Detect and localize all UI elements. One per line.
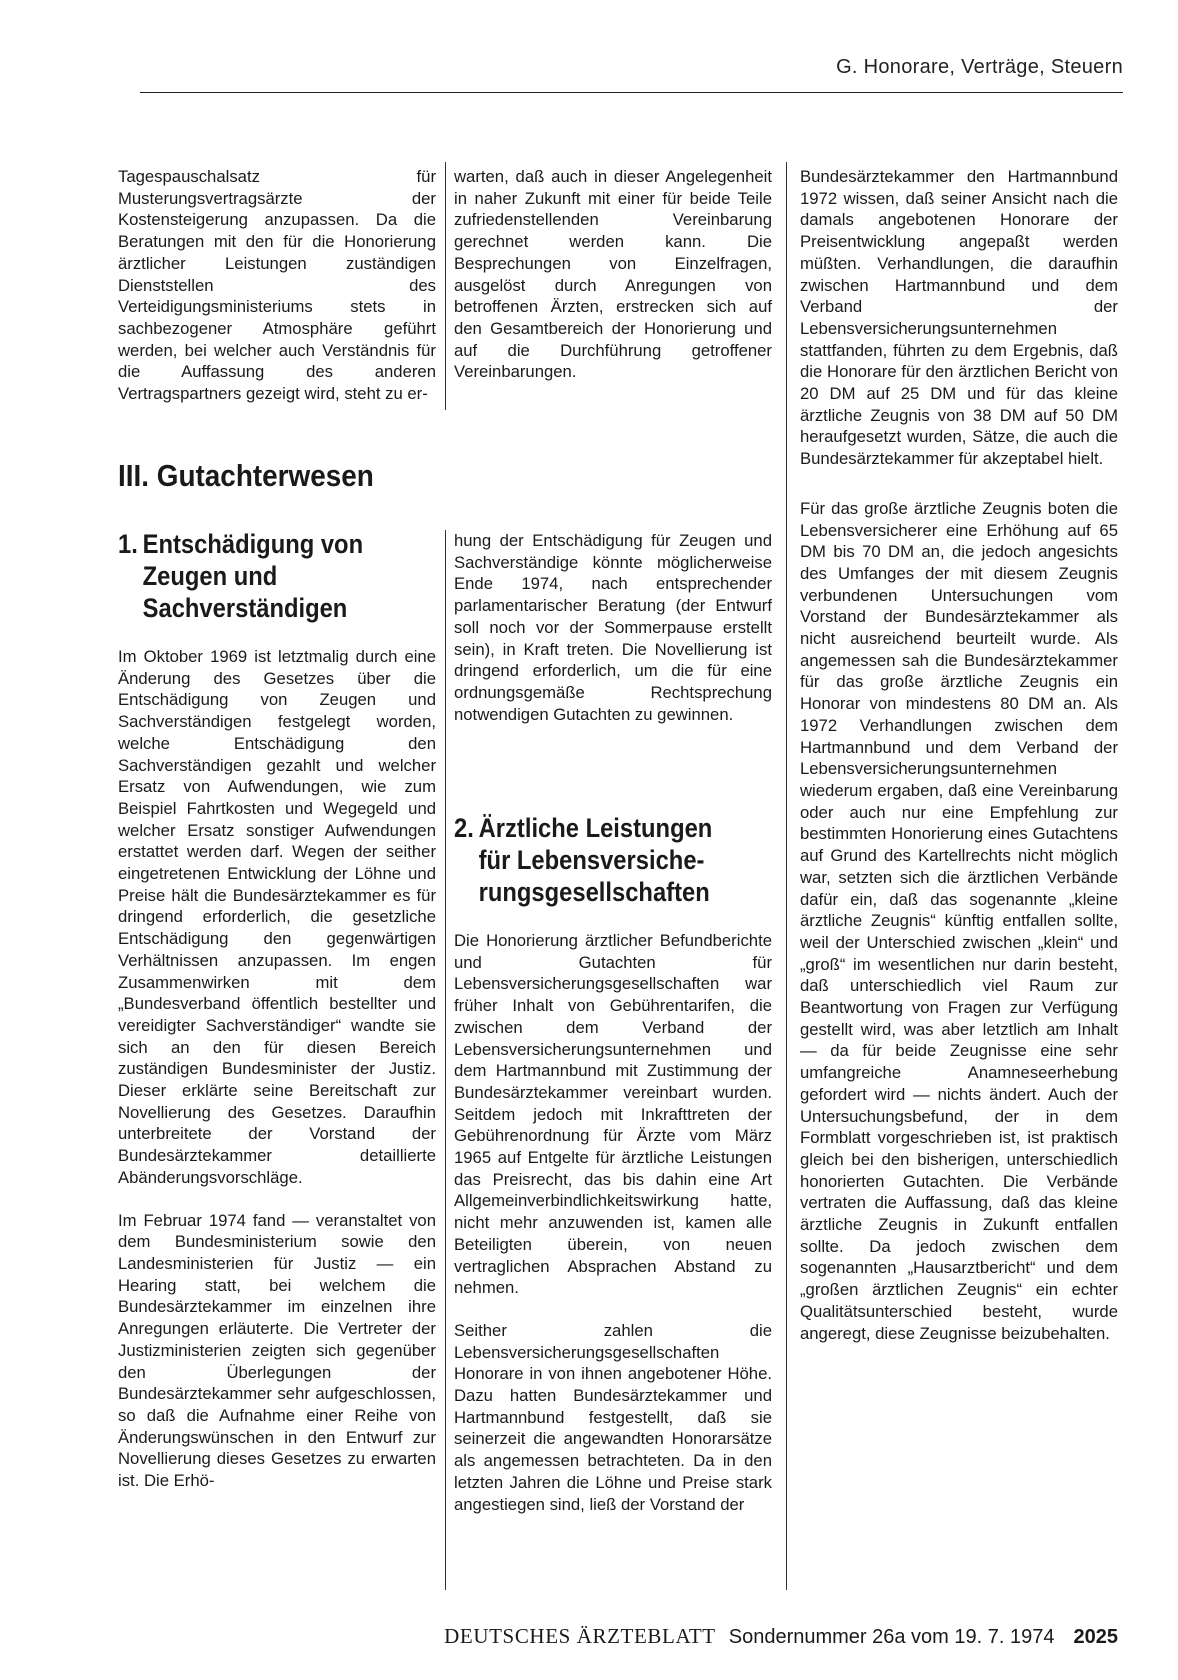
paragraph-continuation-3: hung der Entschädigung für Zeugen und Sachverständige könnte möglicherweise Ende 1974, nach entsprechender parlamentarischer Beratung (der Entwurf soll noch vor der Sommerpause erstellt sein), in Kraft treten. Die Novellierung ist dringend erforderlich, um die für eine ordnungsgemäße Rechtsprechung notwendigen Gutachten zu gewinnen. xyxy=(454,531,772,724)
paragraph-continuation-1: Tagespauschalsatz für Musterungsvertragsärzte der Kostensteigerung anzupassen. Da die Beratungen mit den für die Honorierung ärztlicher Leistungen zuständigen Dienststellen des Verteidigungsministeriums stets in sachbezogener Atmosphäre geführt werden, bei welcher auch Verständnis für die Auffassung des anderen Vertragspartners gezeigt wird, steht zu er- xyxy=(118,167,436,404)
journal-title: DEUTSCHES ÄRZTEBLATT xyxy=(444,1624,716,1648)
section-1-title-part-2: Zeugen und xyxy=(142,561,278,591)
column-3-body xyxy=(800,166,1118,1344)
section-2-number: 2. xyxy=(454,813,474,843)
paragraph: Die Honorierung ärztlicher Befundberichte und Gutachten für Lebensversicherungsgesellschaften war früher Inhalt von Gebührentarifen, die zwischen dem Verband der Lebensversicherungsunternehmen und dem Hartmannbund mit Zustimmung der Bundesärztekammer vereinbart wurden. Seitdem jedoch mit Inkrafttreten der Gebührenordnung für Ärzte vom März 1965 auf Entgelte für ärztliche Leistungen das Preisrecht, das bis dahin eine Art Allgemeinverbindlichkeitswirkung hatte, nicht mehr anzuwenden ist, kamen alle Beteiligten überein, von neuen vertraglichen Absprachen Abstand zu nehmen. xyxy=(454,931,772,1298)
page-header xyxy=(140,52,1123,93)
page-footer xyxy=(444,1624,1118,1649)
section-1-title-part-1: Entschädigung von xyxy=(142,529,364,559)
section-1-title-part-3: Sachverständigen xyxy=(142,593,348,623)
column-2-body xyxy=(454,930,772,1515)
paragraph: Bundesärztekammer den Hartmannbund 1972 wissen, daß seiner Ansicht nach die damals angebotenen Honorare der Preisentwicklung angepaßt werden müßten. Verhandlungen, die daraufhin zwischen Hartmannbund und dem Verband der Lebensversicherungsunternehmen stattfanden, führten zu dem Ergebnis, daß die Honorare für den ärztlichen Bericht von 20 DM auf 25 DM und für das kleine ärztliche Zeugnis von 38 DM auf 50 DM heraufgesetzt wurden, Sätze, die auch die Bundesärztekammer für akzeptabel hielt. xyxy=(800,167,1118,469)
page-number: 2025 xyxy=(1073,1626,1118,1648)
section-1-number: 1. xyxy=(118,529,138,559)
running-head: G. Honorare, Verträge, Steuern xyxy=(836,56,1123,78)
column-rule-bottom-left xyxy=(445,530,446,1590)
paragraph: Im Oktober 1969 ist letztmalig durch eine Änderung des Gesetzes über die Entschädigung von Zeugen und Sachverständigen festgelegt worden, welche Entschädigung den Sachverständigen gezahlt und welcher Ersatz von Aufwendungen, wie zum Beispiel Fahrtkosten und Wegegeld und welcher Ersatz sonstiger Aufwendungen erstattet werden darf. Wegen der seither eingetretenen Entwicklung der Löhne und Preise hält die Bundesärztekammer es für dringend erforderlich, die gesetzliche Entschädigung den gegenwärtigen Verhältnissen anzupassen. Im engen Zusammenwirken mit dem „Bundesverband öffentlich bestellter und vereidigter Sachverständiger“ wandte sie sich an den für diesen Bereich zuständigen Bundesminister der Justiz. Dieser erklärte seine Bereitschaft zur Novellierung des Gesetzes. Daraufhin unterbreitete der Vorstand der Bundesärztekammer detaillierte Abänderungsvorschläge. xyxy=(118,647,436,1187)
section-2-title-part-3: rungsgesellschaften xyxy=(478,877,710,907)
section-1-line-1 xyxy=(118,528,408,560)
paragraph: Im Februar 1974 fand — veranstaltet von dem Bundesministerium sowie den Landesministerien für Justiz — ein Hearing statt, bei welchem die Bundesärztekammer im einzelnen ihre Anregungen erläuterte. Die Vertreter der Justizministerien zeigten sich gegenüber den Überlegungen der Bundesärztekammer sehr aufgeschlossen, so daß die Aufnahme einer Reihe von Änderungswünschen in den Entwurf zur Novellierung dieses Gesetzes zu erwarten ist. Die Erhö- xyxy=(118,1210,436,1491)
column-rule-top-left xyxy=(445,162,446,410)
section-2-title-part-2: für Lebensversiche- xyxy=(478,845,705,875)
column-2-top xyxy=(454,166,772,383)
section-2-heading xyxy=(454,812,753,908)
paragraph: Für das große ärztliche Zeugnis boten die Lebensversicherer eine Erhöhung auf 65 DM bis 70 DM an, die jedoch angesichts des Umfanges der mit diesem Zeugnis verbundenen Untersuchungen vom Vorstand der Bundesärztekammer als nicht ausreichend beurteilt wurde. Als angemessen sah die Bundesärztekammer für das große ärztliche Zeugnis ein Honorar von mindestens 80 DM an. Als 1972 Verhandlungen zwischen dem Hartmannbund und dem Verband der Lebensversicherungsunternehmen wiederum ergaben, daß eine Vereinbarung oder auch nur eine Empfehlung zur bestimmten Honorierung eines Gutachtens auf Grund des Kartellrechts nicht möglich war, setzten sich die ärztlichen Verbände dafür ein, daß das sogenannte „kleine ärztliche Zeugnis“ künftig entfallen sollte, weil der Unterschied zwischen „klein“ und „groß“ im wesentlichen nur darin besteht, daß unterschiedlich viel Raum zur Beantwortung von Fragen zur Verfügung gestellt wird, was aber letztlich am Inhalt — da für beide Zeugnisse eine sehr umfangreiche Anamneseerhebung gefordert wird — nichts ändert. Auch der Untersuchungsbefund, der in dem Formblatt vorgeschrieben ist, ist praktisch gleich bei den bisherigen, unterschiedlich honorierten Gutachten. Die Verbände vertraten die Auffassung, daß das kleine ärztliche Zeugnis in Zukunft entfallen sollte. Da jedoch zwischen dem sogenannten „Hausarztbericht“ und dem „großen ärztlichen Zeugnis“ ein echter Qualitätsunterschied besteht, wurde angeregt, diese Zeugnisse beizubehalten. xyxy=(800,498,1118,1343)
paragraph-continuation-2: warten, daß auch in dieser Angelegenheit in naher Zukunft mit einer für beide Teile zufriedenstellenden Vereinbarung gerechnet werden kann. Die Besprechungen von Einzelfragen, ausgelöst durch Anregungen von betroffenen Ärzten, erstrecken sich auf den Gesamtbereich der Honorierung und auf die Durchführung getroffener Vereinbarungen. xyxy=(454,167,772,382)
column-rule-right xyxy=(786,162,787,1590)
paragraph: Seither zahlen die Lebensversicherungsgesellschaften Honorare in von ihnen angebotener Höhe. Dazu hatten Bundesärztekammer und Hartmannbund festgestellt, daß sie seinerzeit die angewandten Honorarsätze als angemessen betrachteten. Da in den letzten Jahren die Löhne und Preise stark angestiegen sind, ließ der Vorstand der xyxy=(454,1320,772,1514)
issue-info: Sondernummer 26a vom 19. 7. 1974 xyxy=(728,1626,1055,1648)
column-1-body xyxy=(118,646,436,1492)
section-2-title-part-1: Ärztliche Leistungen xyxy=(478,813,713,843)
section-2-line-1 xyxy=(454,812,753,844)
section-1-heading xyxy=(118,528,408,624)
chapter-heading: III. Gutachterwesen xyxy=(118,458,374,493)
column-2-middle xyxy=(454,530,772,725)
column-1-top xyxy=(118,166,436,405)
